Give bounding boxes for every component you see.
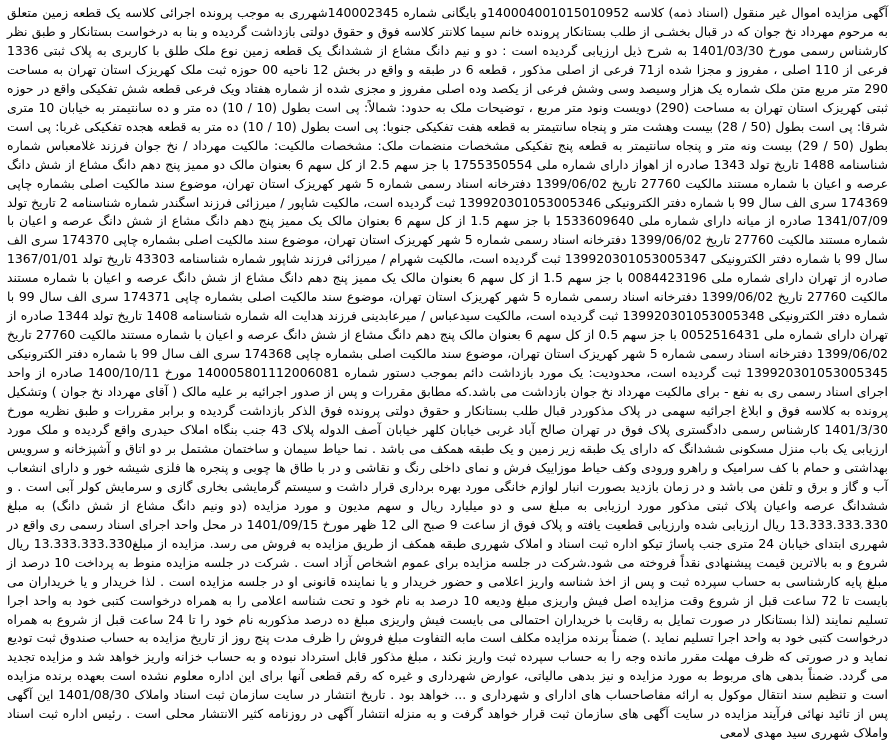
- auction-notice-text: آگهی مزایده اموال غیر منقول (اسناد ذمه) کلاسه 140004001015010952و بایگانی شماره 140002345شهرری به موجب پرونده اجرائی کلاسه یک قطعه زمین متعلق به مرحوم مهرداد نخ جوان که در قبال بخشـی از طلب بستانکار پرونده خانم سیما کلانتر کلاسه فوق و حقوق دولتی بازداشت گردیده و بنا به درخواست بستانکار و طبق نظر کارشناس رسمی مورخ 1401/03/30 به شرح ذیل ارزیابی گردیده است : دو و نیم دانگ مشاع از ششدانگ یک قطعه زمین نوع ملک طلق با کاربری به پلاک ثبتی 1336 فرعی از 110 اصلی ، مفروز و مجزا شده از71 فرعی از اصلی مذکور ، قطعه 6 در طبقه و واقع در بخش 12 ناحیه 00 حوزه ثبت ملک کهریزک استان تهران به مساحت 290 متر مربع متن ملک شماره یک هزار وسیصد وسی وشش فرعی از یکصد وده اصلی مفروز و مجزی شده از شماره هفتاد ویک فرعی قطعه شش تفکیکی واقع در حوزه ثبتی کهریزک استان تهران به مساحت (290) دویست ونود متر مربع ، توضیحات ملک به حدود: شمالاً: پی است بطول (10 / 10) ده متر و ده سانتیمتر به خیابان 10 متری شرقا: پی است بطول (50 / 28) بیست وهشت متر و پنجاه سانتیمتر به قطعه هفت تفکیکی جنوبا: پی است بطول (10 / 10) ده متر به قطعه هجده تفکیکی غربا: پی است بطول (50 / 29) بیست ونه متر و پنجاه سانتیمتر به قطعه پنج تفکیکی مشخصات منضمات ملک: مشخصات مالکیت: مالکیت مهرداد / نخ جوان فرزند غلامعباس شماره شناسنامه 1488 تاریخ تولد 1343 صادره از اهواز دارای شماره ملی 1755350554 با جز سهم 2.5 از کل سهم 6 بعنوان مالک دو ممیز پنج دهم دانگ مشاع از شش دانگ عرصه و اعیان با شماره مستند مالکیت 27760 تاریخ 1399/06/02 دفترخانه اسناد رسمی شماره 5 شهر کهریزک استان تهران، موضوع سند مالکیت اصلی بشماره چاپی 174369 سری الف سال 99 با شماره دفتر الکترونیکی 139920301053005346 ثبت گردیده است، مالکیت شاپور / میرزائی فرزند اسگندر شماره شناسنامه 2 تاریخ تولد 1341/07/09 صادره از میانه دارای شماره ملی 1533609640 با جز سهم 1.5 از کل سهم 6 بعنوان مالک یک ممیز پنج دهم دانگ مشاع از شش دانگ عرصه و اعیان با شماره مستند مالکیت 27760 تاریخ 1399/06/02 دفترخانه اسناد رسمی شماره 5 شهر کهریزک استان تهران، موضوع سند مالکیت اصلی بشماره چاپی 174370 سری الف سال 99 با شماره دفتر الکترونیکی 139920301053005347 ثبت گردیده است، مالکیت شهرام / میرزائی فرزند شاپور شماره شناسنامه 43303 تاریخ تولد 1367/01/01 صادره از تهران دارای شماره ملی 0084423196 با جز سهم 1.5 از کل سهم 6 بعنوان مالک یک ممیز پنج دهم دانگ مشاع از شش دانگ عرصه و اعیان با شماره مستند مالکیت 27760 تاریخ 1399/06/02 دفترخانه اسناد رسمی شماره 5 شهر کهریزک استان تهران، موضوع سند مالکیت اصلی بشماره چاپی 174371 سری الف سال 99 با شماره دفتر الکترونیکی 139920301053005348 ثبت گردیده است، مالکیت سیدعباس / میرعابدینی فرزند هدایت اله شماره شناسنامه 1408 تاریخ تولد 1344 صادره از تهران دارای شماره ملی 0052516431 با جز سهم 0.5 از کل سهم 6 بعنوان مالک پنج دهم دانگ مشاع از شش دانگ عرصه و اعیان با شماره مستند مالکیت 27760 تاریخ 1399/06/02 دفترخانه اسناد رسمی شماره 5 شهر کهریزک استان تهران، موضوع سند مالکیت اصلی بشماره چاپی 174368 سری الف سال 99 با شماره دفتر الکترونیکی 139920301053005345 ثبت گردیده است، محدودیت: یک مورد بازداشت دائم بموجب دستور شماره 140005801112006081 مورخ 1400/10/11 صادره از واحد اجرای اسناد رسمی ری به نفع - برای مالکیت مهرداد نخ جوان بازداشت می باشد.که مطابق مقررات و پس از صدور اجرائیه بر علیه مالک ( آقای مهرداد نخ جوان ) وتشکیل پرونده به کلاسه فوق و ابلاغ اجرائیه سهمی در پلاک مذکوردر قبال طلب بستانکار و حقوق دولتی پرونده فوق الذکر بازداشت گردیده و برابر مقررات و طبق نظریه مورخ 1401/3/30 کارشناس رسمی دادگستری پلاک فوق در تهران صالح آباد غربی خیابان کلهر خیابان آصف الدوله پلاک 43 جنب بنگاه املاک حیدری واقع گردیده و ملک مورد ارزیابی یک باب منزل مسکونی ششدانگ که دارای یک طبقه زیر زمین و یک طبقه همکف می باشد . نما حیاط سیمان و ساختمان مشتمل بر دو اتاق و آشپزخانه و سرویس بهداشتی و حمام با کف سرامیک و راهرو ورودی وکف حیاط موزاییک فرش و نمای داخلی رنگ و نقاشی و در با طاق ها چوبی و پنجره ها فلزی شیشه خور و دارای انشعاب آب و گاز و برق و تلفن می باشد و در زمان بازدید بصورت انبار لوازم خانگی مورد بهره برداری قرار داشت و سیستم گرمایشی بخاری گازی و سرمایش کولر آبی است . و ششدانگ عرصه واعیان پلاک ثبتی مذکور مورد ارزیابی به مبلغ سی و دو میلیارد ریال و سهم مدیون و مورد مزایده (دو ونیم دانگ مشاع از شش دانگ) به مبلغ 13.333.333.330 ریال ارزیابی شده وارزیابی قطعیت یافته و پلاک فوق از ساعت 9 صبح الی 12 ظهر مورخ 1401/09/15 در محل واحد اجرای اسناد رسمی ری واقع در شهرری ابتدای خیابان 24 متری جنب پاساژ تیکو اداره ثبت اسناد و املاک شهرری طبقه همکف از طریق مزایده به فروش می رسد. مزایده از مبلغ13.333.333.330 ریال شروع و به بالاترین قیمت پیشنهادی نقداً فروخته می شود.شرکت در جلسه مزایده برای عموم اشخاص آزاد است . شرکت در جلسه مزایده منوط به پرداخت 10 درصد از مبلغ پایه کارشناسی به حساب سپرده ثبت و پس از اخذ شناسه واریز اعلامی و حضور خریدار و یا نماینده قانونی او در جلسه مزایده است . لذا خریدار و یا خریداران می بایست تا 72 ساعت قبل از شروع وقت مزایده اصل فیش واریزی مبلغ ودیعه 10 درصد به نام خود و تحت شناسه اعلامی را به همراه درخواست کتبی خود به واحد اجرا تسلیم نمایند (لذا بستانکار در صورت تمایل به رقابت با خریداران احتمالی می بایست فیش واریزی مبلغ ده درصد مذکوربه نام خود را تا 24 ساعت قبل از شروع به همراه درخواست کتبی خود به واحد اجرا تسلیم نماید .) ضمناً برنده مزایده مکلف است مابه التفاوت مبلغ فروش را ظرف مدت پنج روز از تاریخ مزایده به حساب صندوق ثبت تودیع نماید و در صورتی که ظرف مهلت مقرر مانده وجه را به حساب سپرده ثبت واریز نکند ، مبلغ مذکور قابل استرداد نبوده و به حساب خزانه واریز خواهد شد و مزایده تجدید می گردد. ضمناً بدهی های مربوط به مورد مزایده و نیز بدهی مالیاتی، عوارض شهرداری و غیره که رقم قطعی آنها برای این اداره معلوم نشده است بعهده برنده مزایده است و تنظیم سند انتقال موکول به ارائه مفاصاحساب های ادارای و شهرداری و ... خواهد بود . تاریخ انتشار در سایت سازمان ثبت اسناد واملاک 1401/08/30 این آگهی پس از تائید نهائی فرآیند مزایده در سایت آگهی های سازمان ثبت قرار خواهد گرفت و به منزله انتشار آگهی در روزنامه کثیر الانتشار محلی است . رئیس اداره ثبت اسناد واملاک شهرری سید مهدی لامعی: [7, 5, 889, 741]
